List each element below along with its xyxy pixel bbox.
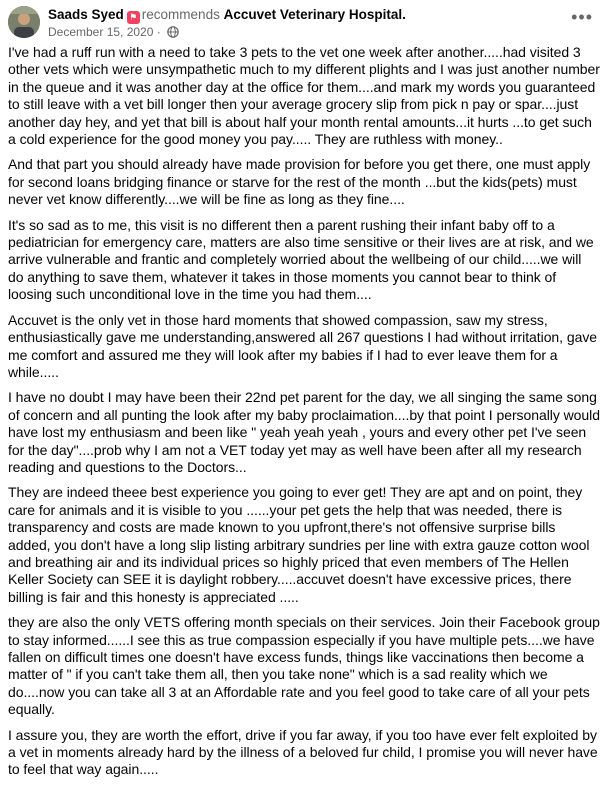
post-header bbox=[8, 4, 599, 40]
post-paragraph: And that part you should already have made provision for before you get there, one must apply for second loans bridging finance or starve for the rest of the month ...but the kids(pets) must never vet know differently....we will be fine as long as they fine.... bbox=[8, 156, 591, 208]
post-paragraph: Accuvet is the only vet in those hard moments that showed compassion, saw my stress, enthusiastically gave me understanding,answered all 267 questions I had without irritation, gave me comfort and assured me they will look after my babies if I had to ever leave them for a while..... bbox=[8, 311, 598, 380]
post-title-line bbox=[48, 7, 406, 24]
avatar[interactable] bbox=[8, 6, 40, 38]
more-options-icon[interactable]: ••• bbox=[571, 7, 593, 27]
post-paragraph: It's so sad as to me, this visit is no different then a parent rushing their infant baby off to a pediatrician for emergency care, matters are also time sensitive or their lives are at risk, and we arrive vulnerable and frantic and completely worried about the wellbeing of our child.....we will do anything to save them, whatever it takes in those moments you cannot bear to think of loosing such unconditional love in the time you had them.... bbox=[8, 216, 594, 303]
post-paragraph: I assure you, they are worth the effort, drive if you far away, if you too have ever felt exploited by a vet in moments already hard by the illness of a beloved fur child, I promise you will never have to feel that way again..... bbox=[8, 726, 598, 778]
post-meta bbox=[48, 25, 179, 41]
post-paragraph: They are indeed theee best experience you going to ever get! They are apt and on point, they care for animals and it is visible to you ......your pet gets the help that was needed, there is transparency and costs are made known to you upfront,there's not offensive surprise bills added, you don't have a long slip listing arbitrary sundries per line with extra gauze cotton wool and breathing air and its individual prices so highly priced that even members of The Hellen Keller Society can SEE it is daylight robbery.....accuvet doesn't have excessive prices, there billing is fair and this honesty is appreciated ..... bbox=[8, 484, 590, 605]
author-name[interactable]: Saads Syed bbox=[48, 7, 124, 22]
post-paragraph: I've had a ruff run with a need to take 3 pets to the vet one week after another.....had visited 3 other vets which were unsympathetic much to my different plights and I was just another number in the queue and it was another day at the office for them....and mark my words you guaranteed to still leave with a vet bill longer then your average grocery slip from pick n pay or spar....just another day hey, and yet that bill is about half your month rental amounts...it hurts ...to get such a cold experience for the good money you pay..... They are ruthless with money.. bbox=[8, 44, 600, 148]
page-name-link[interactable]: Accuvet Veterinary Hospital. bbox=[223, 7, 406, 22]
recommends-text: recommends bbox=[141, 7, 220, 22]
meta-separator: · bbox=[156, 25, 161, 39]
post-paragraph: I have no doubt I may have been their 22nd pet parent for the day, we all singing the same song of concern and all punting the look after my baby proclaimation....by that point I personally would have lost my enthusiasm and been like " yeah yeah yeah , yours and every other pet I've seen for the day"....prob why I am not a VET today yet may as well have been after all my research reading and questions to the Doctors... bbox=[8, 389, 600, 475]
globe-icon bbox=[167, 26, 179, 41]
post-paragraph: they are also the only VETS offering month specials on their services. Join their Facebook group to stay informed......I see this as true compassion especially if you have multiple pets....we have fallen on difficult times one doesn't have excess funds, things like vaccinations then become a matter of " if you can't take them all, then you take none" which is a sad reality which we do....now you can take all 3 at an Affordable rate and you feel good to take care of all your pets equally. bbox=[8, 614, 600, 718]
recommend-icon: ⚑ bbox=[127, 11, 140, 24]
post-body bbox=[8, 44, 600, 787]
post-date[interactable]: December 15, 2020 bbox=[48, 25, 154, 39]
